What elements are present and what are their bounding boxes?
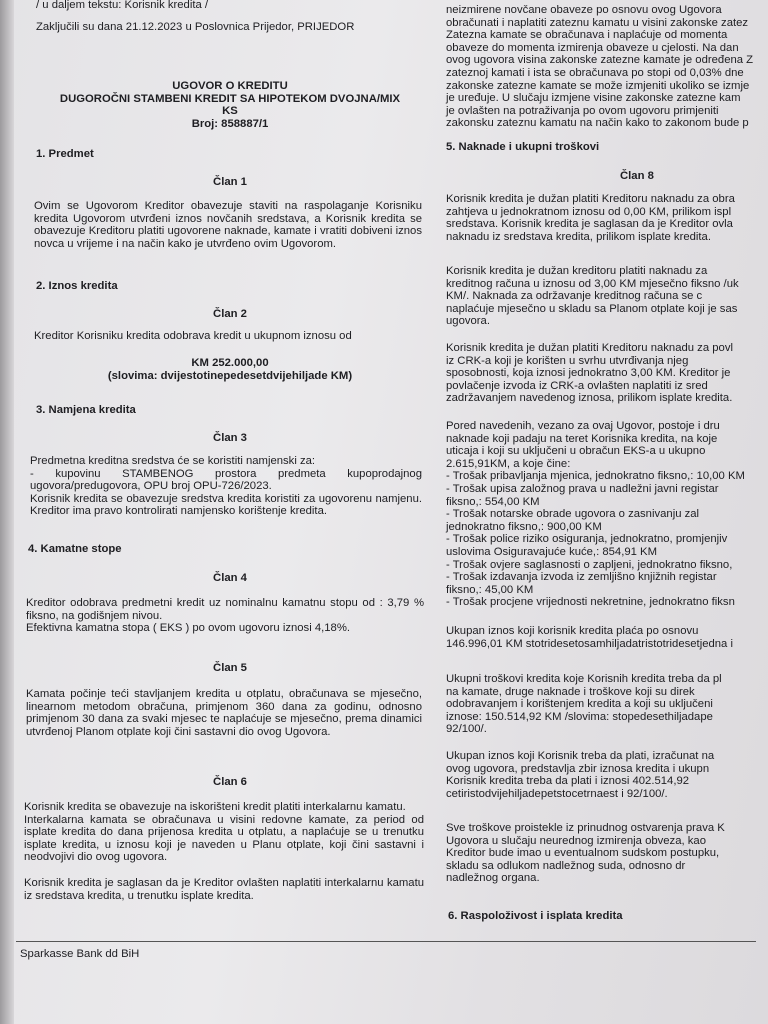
processing-fee-text: Korisnik kredita je dužan platiti Kreditoru naknadu za obra zahtjeva u jednokratnom iznosu od 0,00 KM, prilikom ispl sredstava. Korisnik kredita je saglasan da je Kreditor ovla naknadu iz sredstava kredita, prilikom isplate kredita. [446,193,735,243]
footer-divider [16,941,756,942]
article-2-text: Kreditor Korisniku kredita odobrava kredit u ukupnom iznosu od [34,330,352,342]
article-1-text: Ovim se Ugovorom Kreditor obavezuje staviti na raspolaganje Korisniku kredita Ugovorom utvrđeni iznos novčanih sredstava, a Korisnik kredita se obavezuje Kreditoru platiti ugovorene naknade, kamate i vratiti dobiveni iznos novca u vrijeme i na način kako je utvrđeno ovim Ugovorom. [34,200,422,250]
article-6-p2: Interkalarna kamata se obračunava u visini redovne kamate, za period od isplate kredita do dana prijenosa kredita u otplatu, a naplaćuje se u trenutku isplate kredita, u iznosu koji je naveden u Planu otplate, koji čini sastavni i neodvojivi dio ovog ugovora. [24,813,424,864]
footer-bank-name: Sparkasse Bank dd BiH [20,948,140,960]
effective-rate: Efektivna kamatna stopa ( EKS ) po ovom ugovoru iznosi 4,18%. [26,622,351,635]
crk-fee-text: Korisnik kredita je dužan platiti Kreditoru naknadu za povl iz CRK-a koji je korišten u svrhu utvrđivanja njeg sposobnosti, koja iznosi jednokratno 3,00 KM. Kreditor je povlačenje izvoda iz CRK-a ovlašten naplatiti iz sred zadržavanjem navedenog iznosa, prilikom isplate kredita. [446,342,733,405]
alias-line: / u daljem tekstu: Korisnik kredita / [36,0,209,11]
total-interest-text: Ukupan iznos koji korisnik kredita plaća po osnovu 146.996,01 KM stotridesetosamhiljadatristotridesetjedna i [446,625,733,650]
title-line3: KS [222,105,238,118]
article-3-heading: Član 3 [213,432,247,444]
total-costs-text: Ukupni troškovi kredita koje Korisnih kredita treba da pl na kamate, druge naknade i troškove koji su direk odobravanjem i korištenjem kredita a koji su uključeni iznose: 150.514,92 KM /slovima: stopedesethiljadape 92/100/. [446,673,722,736]
account-fee-text: Korisnik kredita je dužan kreditoru platiti naknadu za kreditnog računa u iznosu od 3,00 KM mjesečno fiksno /uk KM/. Naknada za održavanje kreditnog računa se c naplaćuje mjesečno u skladu sa Planom otplate koji je sas ugovora. [446,265,739,328]
article-4-text [26,597,424,635]
article-6-text [24,801,424,902]
section-1-heading: 1. Predmet [36,148,94,160]
article-4-heading: Član 4 [213,572,247,584]
contract-title [40,80,420,130]
section-4-heading: 4. Kamatne stope [28,543,122,555]
other-costs-list: Pored navedenih, vezano za ovaj Ugovor, postoje i dru naknade koji padaju na teret Korisnika kredita, na koje uticaja i koji su uključeni u obračun EKS-a u ukupno 2.615,91KM, a koje čine: - Trošak pribavljanja mjenica, jednokratno fiksno,: 10,00 KM - Trošak upisa založnog prava u nadležni javni registar fiksno,: 554,00 KM - Trošak notarske obrade ugovora o zasnivanju zal jednokratno fiksno,: 900,00 KM - Trošak police riziko osiguranja, jednokratno, promjenjiv uslovima Osiguravajuće kuće,: 854,91 KM - Trošak ovjere saglasnosti o zapljeni, jednokratno fiksno, - Trošak izdavanja izvoda iz zemljišno knjižnih registar fiksno,: 45,00 KM - Trošak procjene vrijednosti nekretnine, jednokratno fiksn [446,420,745,609]
article-6-p1: Korisnik kredita se obavezuje na iskorišteni kredit platiti interkalarnu kamatu. [24,801,406,813]
article-3-obligation: Korisnik kredita se obavezuje sredstva kredita koristiti za ugovorenu namjenu. Kreditor ima pravo kontrolirati namjensko korištenje kredita. [30,492,422,518]
loan-amount-words: (slovima: dvijestotinepedesetdvijehiljade KM) [107,370,353,382]
title-line1: UGOVOR O KREDITU [172,80,288,92]
section-2-heading: 2. Iznos kredita [36,280,118,292]
article-3-intro: Predmetna kreditna sredstva će se koristiti namjenski za: [30,455,316,467]
loan-amount: KM 252.000,00 [191,357,269,369]
article-6-p3: Korisnik kredita je saglasan da je Kreditor ovlašten naplatiti interkalarnu kamatu iz sredstava kredita, u trenutku isplate kredita. [24,876,424,902]
total-payable-text: Ukupan iznos koji Korisnik treba da plati, izračunat na ovog ugovora, predstavlja zbir iznosa kredita i ukupn Korisnik kredita treba da plati i iznosi 402.514,92 cetiristodvijehiljadepetstocetrnaest i 92/100/. [446,750,715,800]
late-interest-text: neizmirene novčane obaveze po osnovu ovog Ugovora obračunati i naplatiti zateznu kamatu u visini zakonske zatez Zatezna kamate se obračunava i naplaćuje od momenta obaveze do momenta izmirenja obaveze u cjelosti. Na dan ovog ugovora visina zakonske zatezne kamate je određena Z zateznoj kamati i ista se obračunava po stopi od 0,03% dne zakonske zatezne kamate se može izmjeniti ukoliko se izmje je uređuje. U slučaju izmjene visine zakonske zatezne kam je ovlašten na potraživanja po ovom ugovoru primjeniti zakonsku zateznu kamatu na način kako to zakonom bude p [446,4,754,130]
contract-number: Broj: 858887/1 [191,117,269,130]
article-5-heading: Član 5 [213,662,247,674]
section-3-heading: 3. Namjena kredita [36,404,136,416]
article-3-text [30,455,422,518]
concluded-line: Zaključili su dana 21.12.2023 u Poslovnica Prijedor, PRIJEDOR [36,21,355,33]
article-3-purpose: - kupovinu STAMBENOG prostora predmeta kupoprodajnog ugovora/predugovora, OPU broj OPU-726/2023. [30,467,422,493]
section-6-heading: 6. Raspoloživost i isplata kredita [448,910,623,922]
article-5-text: Kamata počinje teći stavljanjem kredita u otplatu, obračunava se mjesečno, linearnom metodom obračuna, primjenom 360 dana za godinu, odnosno primjenom 30 dana za svaki mjesec te naplaćuje se mjesečno, prema dinamici utvrđenoj Planom otplate koji čini sastavni dio ovog Ugovora. [26,688,422,738]
article-6-heading: Član 6 [213,776,247,788]
article-1-heading: Član 1 [213,176,247,188]
section-5-heading: 5. Naknade i ukupni troškovi [446,141,600,153]
title-line2: DUGOROČNI STAMBENI KREDIT SA HIPOTEKOM DVOJNA/MIX [59,92,401,105]
enforcement-costs-text: Sve troškove proistekle iz prinudnog ostvarenja prava K Ugovora u slučaju neurednog izmirenja obveza, kao Kreditor bude imao u eventualnom sudskom postupku, skladu sa odlukom nadležnog suda, odnosno dr nadležnog organa. [446,822,725,885]
nominal-rate: Kreditor odobrava predmetni kredit uz nominalnu kamatnu stopu od : 3,79 % fiksno, na godišnjem nivou. [26,597,424,622]
article-8-heading: Član 8 [620,170,654,182]
article-2-heading: Član 2 [213,308,247,320]
